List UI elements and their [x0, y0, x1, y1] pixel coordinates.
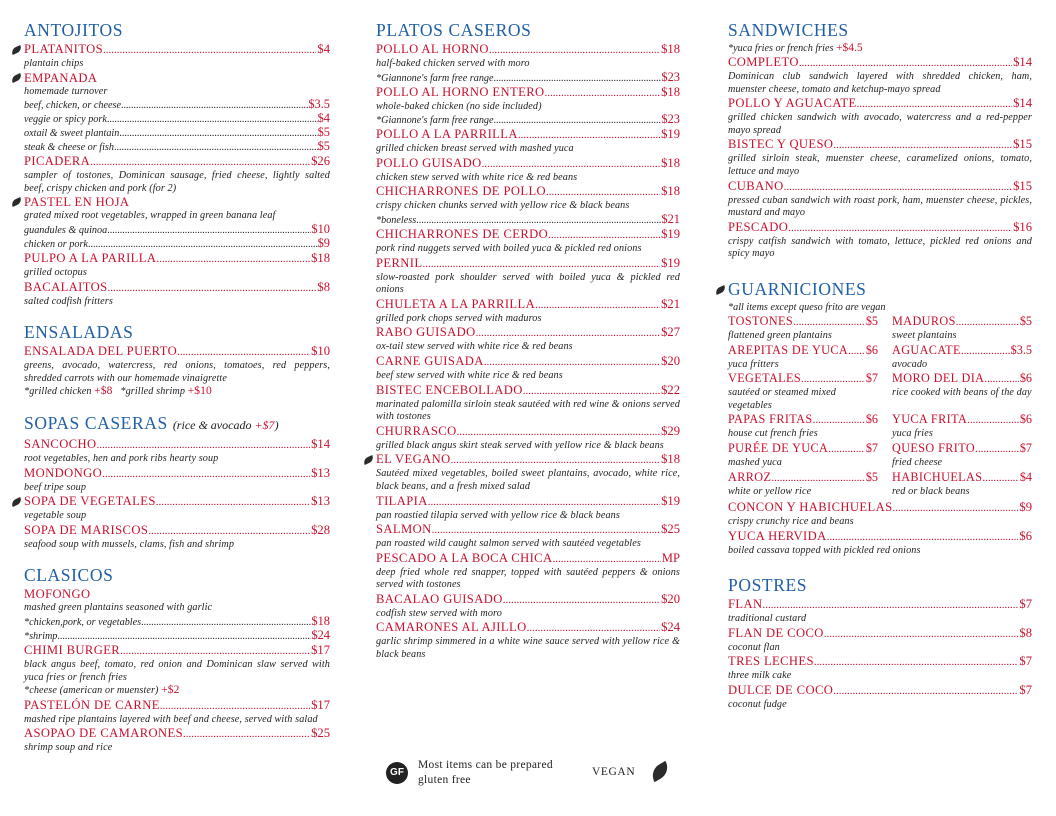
- item-name: BISTEC ENCEBOLLADO: [376, 382, 523, 397]
- menu-column-1: [24, 20, 330, 755]
- item-description: yuca fries: [892, 428, 933, 440]
- menu-item: [376, 156, 680, 185]
- item-name: DULCE DE COCO: [728, 683, 834, 698]
- option-price: $9: [317, 235, 330, 250]
- item-price: $6: [865, 412, 878, 427]
- item-price: $19: [661, 255, 680, 270]
- item-price: $17: [311, 642, 330, 657]
- item-description: marinated palomilla sirloin steak sautéed with red wine & onions served with tostones: [376, 398, 680, 423]
- item-description: house cut french fries: [728, 428, 818, 440]
- menu-item: [376, 551, 680, 592]
- item-description: crispy crunchy rice and beans: [728, 516, 854, 528]
- menu-item: [728, 626, 1032, 655]
- item-price: $14: [1013, 55, 1032, 69]
- item-description: garlic shrimp simmered in a white wine sauce served with yellow rice & black beans: [376, 636, 680, 661]
- item-option: veggie or spicy pork ..... $4: [24, 112, 330, 126]
- item-description: pan roasted wild caught salmon served with sautéed vegetables: [376, 538, 641, 550]
- item-option: *Giannone's farm free range ..... $23: [376, 71, 680, 85]
- item-description: grated mixed root vegetables, wrapped in green banana leaf: [24, 210, 276, 222]
- section-sopas: [24, 413, 330, 551]
- menu-legend: [386, 758, 686, 794]
- item-name: COMPLETO: [728, 55, 799, 69]
- item-name: SOPA DE MARISCOS: [24, 522, 149, 537]
- menu-item: [728, 343, 878, 372]
- item-name: CHICHARRONES DE CERDO: [376, 226, 549, 241]
- item-name: POLLO A LA PARRILLA: [376, 127, 518, 142]
- menu-item: [376, 592, 680, 621]
- item-description: crispy catfish sandwich with tomato, lettuce, pickled red onions and spicy mayo: [728, 235, 1032, 260]
- item-description: flattened green plantains: [728, 329, 832, 341]
- item-description: red or black beans: [892, 485, 970, 497]
- option-price: $24: [311, 627, 330, 642]
- menu-item: [376, 354, 680, 383]
- item-price: $5: [1019, 313, 1032, 328]
- item-price: $24: [661, 620, 680, 635]
- option-price: $5: [317, 125, 330, 140]
- menu-item: [24, 437, 330, 466]
- menu-item: [24, 726, 330, 755]
- item-description: salted codfish fritters: [24, 295, 113, 307]
- item-name: POLLO Y AGUACATE: [728, 96, 857, 111]
- item-name: PULPO A LA PARILLA: [24, 250, 157, 265]
- item-description: three milk cake: [728, 670, 792, 682]
- item-price: $9: [1019, 500, 1032, 515]
- item-price: $18: [661, 452, 680, 467]
- item-description: codfish stew served with moro: [376, 607, 502, 619]
- item-name: YUCA FRITA: [892, 412, 968, 427]
- item-price: $18: [661, 184, 680, 199]
- item-price: $27: [661, 325, 680, 340]
- item-description: grilled chicken sandwich with avocado, watercress and a red-pepper mayo spread: [728, 112, 1032, 136]
- item-price: $8: [1019, 625, 1032, 640]
- item-description: sampler of tostones, Dominican sausage, fried cheese, lightly salted beef, crispy chicken and pork (for 2): [24, 170, 330, 194]
- item-price: $18: [311, 250, 330, 265]
- item-description: grilled black angus skirt steak served with yellow rice & black beans: [376, 439, 664, 451]
- item-description: sweet plantains: [892, 329, 957, 341]
- menu-item: [24, 71, 330, 155]
- item-description: black angus beef, tomato, red onion and Dominican slaw served with yuca fries or french fries: [24, 658, 330, 683]
- item-option: steak & cheese or fish ..... $5: [24, 140, 330, 154]
- menu-item: [728, 137, 1032, 178]
- menu-column-3: [728, 20, 1032, 712]
- item-option: *chicken,pork, or vegetables ..... $18: [24, 615, 330, 629]
- menu-item: [728, 179, 1032, 220]
- item-price: $26: [311, 154, 330, 169]
- section-title: ANTOJITOS: [24, 20, 124, 40]
- item-name: FLAN: [728, 597, 763, 612]
- item-description: boiled cassava topped with pickled red onions: [728, 544, 921, 556]
- menu-item: [24, 195, 330, 251]
- section-title: SANDWICHES: [728, 20, 849, 40]
- item-description: pan roastied tilapia served with yellow rice & black beans: [376, 509, 620, 521]
- section-title: SOPAS CASERAS (rice & avocado +$7): [24, 412, 279, 433]
- item-price: $16: [1013, 219, 1032, 234]
- item-description: homemade turnover: [24, 85, 108, 97]
- item-name: EL VEGANO: [376, 452, 451, 467]
- item-name: TOSTONES: [728, 313, 794, 328]
- item-price: $22: [661, 382, 680, 397]
- item-description: seafood soup with mussels, clams, fish and shrimp: [24, 538, 235, 550]
- item-description: white or yellow rice: [728, 485, 812, 497]
- item-description: mashed green plantains seasoned with garlic: [24, 602, 213, 614]
- item-name: BACALAO GUISADO: [376, 591, 503, 606]
- item-option: oxtail & sweet plantain ..... $5: [24, 126, 330, 140]
- item-name: POLLO AL HORNO: [376, 42, 489, 56]
- menu-item: [892, 371, 1032, 412]
- menu-item: [24, 643, 330, 698]
- item-name: MOFONGO: [24, 587, 91, 602]
- item-price: $10: [311, 344, 330, 359]
- item-price: $4: [1019, 469, 1032, 484]
- vegan-leaf-icon: [648, 761, 672, 782]
- item-name: BACALAITOS: [24, 279, 108, 294]
- item-name: BISTEC Y QUESO: [728, 137, 834, 152]
- option-price: $18: [311, 613, 330, 628]
- item-description: grilled sirloin steak, muenster cheese, caramelized onions, tomato, lettuce and mayo: [728, 153, 1032, 177]
- option-price: $21: [661, 211, 680, 226]
- item-addons: *grilled chicken +$8 *grilled shrimp +$10: [24, 385, 212, 398]
- item-option: *boneless ..... $21: [376, 213, 680, 227]
- item-name: PICADERA: [24, 154, 91, 169]
- section-note: *yuca fries or french fries +$4.5: [728, 42, 863, 54]
- item-name: PLATANITOS: [24, 42, 104, 56]
- menu-item: [892, 412, 1032, 441]
- item-price: $6: [865, 342, 878, 357]
- item-name: SANCOCHO: [24, 436, 97, 451]
- menu-item: [376, 383, 680, 424]
- menu-item: [24, 154, 330, 195]
- menu-item: [892, 470, 1032, 499]
- menu-item: [24, 587, 330, 643]
- option-price: $4: [317, 111, 330, 126]
- menu-item: [728, 412, 878, 441]
- item-name: MONDONGO: [24, 465, 103, 480]
- menu-item: [376, 227, 680, 256]
- item-price: $19: [661, 493, 680, 508]
- item-name: CHURRASCO: [376, 423, 457, 438]
- menu-item: [728, 500, 1032, 529]
- item-name: SALMON: [376, 522, 432, 537]
- item-name: ASOPAO DE CAMARONES: [24, 726, 183, 741]
- item-price: $15: [1013, 178, 1032, 193]
- item-description: mashed ripe plantains layered with beef and cheese, served with salad: [24, 713, 318, 725]
- item-description: beef tripe soup: [24, 481, 87, 493]
- menu-item: [376, 424, 680, 453]
- item-price: $6: [1019, 412, 1032, 427]
- item-name: ENSALADA DEL PUERTO: [24, 344, 178, 359]
- item-name: PAPAS FRITAS: [728, 412, 813, 427]
- item-description: Sautéed mixed vegetables, boiled sweet plantains, avocado, white rice, black beans, and a fresh mixed salad: [376, 468, 680, 492]
- item-price: $7: [865, 371, 878, 386]
- item-name: PERNIL: [376, 255, 423, 270]
- item-name: TILAPIA: [376, 493, 428, 508]
- item-name: CONCON Y HABICHUELAS: [728, 500, 893, 515]
- menu-item: [376, 256, 680, 297]
- item-name: YUCA HERVIDA: [728, 528, 827, 543]
- item-description: vegetable soup: [24, 510, 87, 522]
- menu-item: [24, 494, 330, 523]
- item-price: $20: [661, 353, 680, 368]
- item-price: $18: [661, 155, 680, 170]
- item-price: $25: [311, 726, 330, 741]
- item-price: MP: [661, 550, 680, 565]
- item-name: ARROZ: [728, 469, 772, 484]
- item-option: *shrimp ..... $24: [24, 629, 330, 643]
- item-name: PASTEL EN HOJA: [24, 195, 130, 210]
- item-price: $6: [1019, 528, 1032, 543]
- menu-item: [376, 494, 680, 523]
- item-description: traditional custard: [728, 613, 807, 625]
- menu-column-2: [376, 20, 680, 662]
- item-name: CARNE GUISADA: [376, 353, 484, 368]
- item-description: grilled octopus: [24, 266, 87, 278]
- item-description: whole-baked chicken (no side included): [376, 100, 542, 112]
- item-price: $18: [661, 42, 680, 56]
- item-name: MORO DEL DIA: [892, 371, 985, 386]
- item-name: CHICHARRONES DE POLLO: [376, 184, 547, 199]
- item-price: $20: [661, 591, 680, 606]
- item-description: chicken stew served with white rice & red beans: [376, 171, 578, 183]
- vegan-leaf-icon: [362, 455, 375, 465]
- gluten-free-icon: GF: [386, 762, 408, 784]
- item-description: coconut fudge: [728, 699, 787, 711]
- item-price: $7: [1019, 597, 1032, 612]
- vegan-leaf-icon: [10, 45, 23, 55]
- item-description: grilled chicken breast served with mashed yuca: [376, 143, 574, 155]
- menu-item: [24, 280, 330, 309]
- section-platos-caseros: [376, 20, 680, 662]
- item-price: $17: [311, 697, 330, 712]
- menu-item: [892, 343, 1032, 372]
- vegan-leaf-icon: [10, 197, 23, 207]
- item-name: CHIMI BURGER: [24, 642, 121, 657]
- section-guarniciones: [728, 279, 1032, 557]
- item-description: fried cheese: [892, 456, 943, 468]
- option-price: $23: [661, 69, 680, 84]
- menu-item: [376, 297, 680, 326]
- item-name: AREPITAS DE YUCA: [728, 342, 849, 357]
- item-price: $15: [1013, 137, 1032, 152]
- section-title: POSTRES: [728, 575, 808, 596]
- item-price: $19: [661, 226, 680, 241]
- item-price: $4: [317, 42, 330, 56]
- item-option: guandules & quinoa ..... $10: [24, 223, 330, 237]
- gluten-free-note: Most items can be prepared gluten free: [418, 759, 553, 786]
- item-description: plantain chips: [24, 58, 84, 69]
- item-name: AGUACATE: [892, 342, 961, 357]
- item-description: pressed cuban sandwich with roast pork, ham, muenster cheese, pickles, mustard and mayo: [728, 194, 1032, 219]
- item-description: beef stew served with white rice & red beans: [376, 369, 563, 381]
- menu-item: [728, 441, 878, 470]
- sides-grid: [728, 314, 1032, 498]
- option-price: $10: [311, 221, 330, 236]
- section-ensaladas: [24, 322, 330, 399]
- item-description: ox-tail stew served with white rice & red beans: [376, 341, 573, 353]
- menu-item: [24, 698, 330, 727]
- menu-item: [24, 251, 330, 280]
- item-price: $5: [865, 469, 878, 484]
- menu-item: [728, 654, 1032, 683]
- menu-item: [728, 371, 878, 412]
- item-name: EMPANADA: [24, 70, 98, 85]
- item-name: POLLO GUISADO: [376, 155, 482, 170]
- item-description: coconut flan: [728, 641, 780, 653]
- menu-item: [376, 452, 680, 493]
- menu-item: [728, 597, 1032, 626]
- option-price: $23: [661, 112, 680, 127]
- item-price: $7: [1019, 440, 1032, 455]
- menu-item: [728, 96, 1032, 137]
- menu-item: [24, 42, 330, 71]
- menu-item: [892, 441, 1032, 470]
- vegan-label: VEGAN: [592, 766, 636, 778]
- section-clasicos: [24, 565, 330, 755]
- item-name: QUESO FRITO: [892, 440, 976, 455]
- item-name: FLAN DE COCO: [728, 625, 824, 640]
- vegan-leaf-icon: [714, 285, 727, 295]
- item-price: $13: [311, 465, 330, 480]
- item-name: PASTELÓN DE CARNE: [24, 697, 160, 712]
- item-description: root vegetables, hen and pork ribs hearty soup: [24, 452, 219, 464]
- menu-item: [24, 523, 330, 552]
- item-name: MADUROS: [892, 313, 956, 328]
- item-option: *Giannone's farm free range ..... $23: [376, 113, 680, 127]
- item-name: PESCADO: [728, 219, 789, 234]
- section-title: GUARNICIONES: [728, 279, 1032, 300]
- item-description: half-baked chicken served with moro: [376, 58, 530, 69]
- item-description: yuca fritters: [728, 358, 779, 370]
- item-name: RABO GUISADO: [376, 325, 476, 340]
- item-price: $5: [865, 313, 878, 328]
- item-description: sautéed or steamed mixed vegetables: [728, 387, 836, 411]
- item-price: $14: [1013, 96, 1032, 111]
- item-name: PURÉE DE YUCA: [728, 440, 829, 455]
- menu-item: [24, 344, 330, 399]
- menu-item: [728, 314, 878, 343]
- menu-item: [376, 325, 680, 354]
- item-name: POLLO AL HORNO ENTERO: [376, 84, 545, 99]
- item-price: $28: [311, 522, 330, 537]
- section-sandwiches: [728, 20, 1032, 261]
- item-price: $6: [1019, 371, 1032, 386]
- item-name: TRES LECHES: [728, 654, 814, 669]
- option-price: $5: [317, 139, 330, 154]
- menu-item: [728, 683, 1032, 712]
- menu-item: [24, 466, 330, 495]
- section-title: ENSALADAS: [24, 322, 134, 343]
- item-addons: *cheese (american or muenster) +$2: [24, 684, 180, 697]
- section-note: *all items except queso frito are vegan: [728, 301, 886, 313]
- item-price: $8: [317, 279, 330, 294]
- item-name: VEGETALES: [728, 371, 802, 386]
- item-price: $7: [1019, 683, 1032, 698]
- menu-item: [376, 127, 680, 156]
- menu-item: [728, 470, 878, 499]
- item-name: HABICHUELAS: [892, 469, 983, 484]
- item-name: PESCADO A LA BOCA CHICA: [376, 550, 553, 565]
- item-price: $7: [865, 440, 878, 455]
- section-postres: [728, 575, 1032, 711]
- item-description: pork rind nuggets served with boiled yuca & pickled red onions: [376, 242, 642, 254]
- item-name: CAMARONES AL AJILLO: [376, 620, 527, 635]
- item-price: $7: [1019, 654, 1032, 669]
- menu-item: [376, 184, 680, 227]
- menu-item: [376, 85, 680, 128]
- item-description: slow-roasted pork shoulder served with boiled yuca & pickled red onions: [376, 271, 680, 296]
- item-description: avocado: [892, 358, 928, 370]
- item-name: SOPA DE VEGETALES: [24, 494, 156, 509]
- menu-item: [728, 55, 1032, 96]
- item-price: $14: [311, 436, 330, 451]
- item-description: grilled pork chops served with maduros: [376, 312, 542, 324]
- item-price: $25: [661, 522, 680, 537]
- section-antojitos: [24, 20, 330, 308]
- menu-item: [892, 314, 1032, 343]
- item-description: mashed yuca: [728, 456, 783, 468]
- item-description: greens, avocado, watercress, red onions, tomatoes, red peppers, shredded carrots with our homemade vinaigrette: [24, 360, 330, 384]
- item-description: crispy chicken chunks served with yellow rice & black beans: [376, 200, 630, 212]
- item-option: chicken or pork ..... $9: [24, 237, 330, 251]
- item-price: $19: [661, 127, 680, 142]
- vegan-leaf-icon: [10, 497, 23, 507]
- item-price: $21: [661, 296, 680, 311]
- item-price: $3.5: [1010, 342, 1032, 357]
- menu-item: [376, 620, 680, 661]
- item-option: beef, chicken, or cheese ..... $3.5: [24, 98, 330, 112]
- menu-item: [376, 42, 680, 85]
- menu-item: [376, 522, 680, 551]
- item-description: rice cooked with beans of the day: [892, 387, 1032, 399]
- vegan-leaf-icon: [10, 73, 23, 83]
- item-description: deep fried whole red snapper, topped with sautéed peppers & onions served with tostones: [376, 566, 680, 591]
- item-name: CUBANO: [728, 178, 784, 193]
- section-title: PLATOS CASEROS: [376, 20, 532, 40]
- item-price: $18: [661, 84, 680, 99]
- menu-item: [728, 220, 1032, 261]
- section-title: CLASICOS: [24, 565, 114, 586]
- item-price: $29: [661, 423, 680, 438]
- item-description: Dominican club sandwich layered with shredded chicken, ham, muenster cheese, tomato and ketchup-mayo spread: [728, 71, 1032, 95]
- option-price: $3.5: [308, 97, 330, 112]
- item-price: $13: [311, 494, 330, 509]
- item-description: shrimp soup and rice: [24, 742, 113, 754]
- item-name: CHULETA A LA PARRILLA: [376, 296, 536, 311]
- menu-item: [728, 529, 1032, 558]
